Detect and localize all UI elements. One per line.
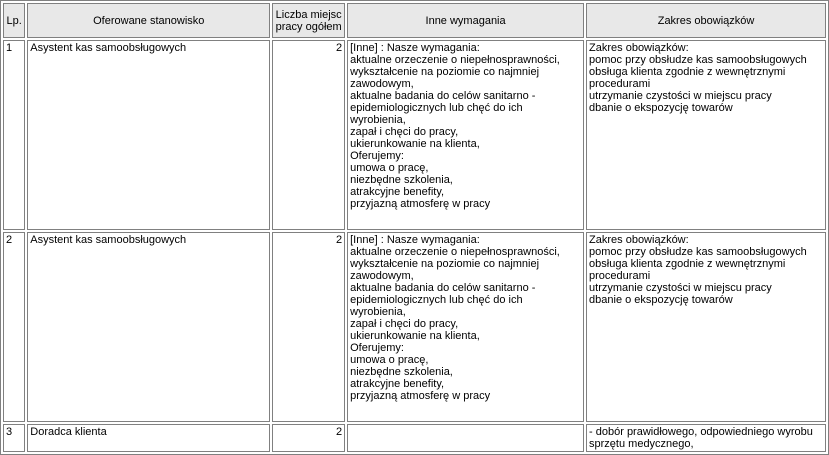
cell-position: Asystent kas samoobsługowych — [27, 232, 270, 422]
cell-lp: 1 — [3, 40, 25, 230]
duties-line: utrzymanie czystości w miejscu pracy — [589, 282, 772, 294]
requirements-line: wykształcenie na poziomie co najmniej — [350, 258, 540, 270]
duties-line: procedurami — [589, 270, 651, 282]
header-count-line2: pracy ogółem — [275, 20, 342, 33]
requirements-line: przyjazną atmosferę w pracy — [350, 390, 491, 402]
duties-line: dbanie o ekspozycję towarów — [589, 294, 733, 306]
header-duties: Zakres obowiązków — [586, 3, 826, 38]
requirements-line: umowa o pracę, — [350, 354, 429, 366]
requirements-line: niezbędne szkolenia, — [350, 366, 453, 378]
table-header-row — [3, 3, 826, 38]
requirements-line: zawodowym, — [350, 78, 414, 90]
requirements-line: zapał i chęci do pracy, — [350, 126, 459, 138]
duties-line: obsługa klienta zgodnie z wewnętrznymi — [589, 258, 786, 270]
header-count-line1: Liczba miejsc — [275, 8, 342, 21]
requirements-line: epidemiologicznych lub chęć do ich wyrobienia, — [350, 102, 523, 126]
requirements-line: wykształcenie na poziomie co najmniej — [350, 66, 540, 78]
requirements-line: ukierunkowanie na klienta, — [350, 138, 480, 150]
duties-line: procedurami — [589, 78, 651, 90]
cell-count: 2 — [272, 424, 345, 452]
requirements-line: aktualne badania do celów sanitarno - — [350, 282, 536, 294]
header-requirements: Inne wymagania — [347, 3, 584, 38]
requirements-line: Oferujemy: — [350, 342, 404, 354]
requirements-line: ukierunkowanie na klienta, — [350, 330, 480, 342]
requirements-line: atrakcyjne benefity, — [350, 378, 445, 390]
duties-line: Zakres obowiązków: — [589, 42, 689, 54]
cell-duties — [586, 40, 826, 230]
cell-count: 2 — [272, 40, 345, 230]
requirements-line: [Inne] : Nasze wymagania: — [350, 234, 480, 246]
requirements-line: aktualne orzeczenie o niepełnosprawności, — [350, 54, 560, 66]
cell-lp: 2 — [3, 232, 25, 422]
cell-duties — [586, 232, 826, 422]
header-count — [272, 3, 345, 38]
requirements-line: epidemiologicznych lub chęć do ich wyrobienia, — [350, 294, 523, 318]
requirements-line: zapał i chęci do pracy, — [350, 318, 459, 330]
requirements-line: Oferujemy: — [350, 150, 404, 162]
requirements-line: przyjazną atmosferę w pracy — [350, 198, 491, 210]
duties-line: Zakres obowiązków: — [589, 234, 689, 246]
table-row — [3, 232, 826, 422]
requirements-line: umowa o pracę, — [350, 162, 429, 174]
table-row — [3, 40, 826, 230]
header-lp: Lp. — [3, 3, 25, 38]
duties-line: utrzymanie czystości w miejscu pracy — [589, 90, 772, 102]
duties-line: pomoc przy obsłudze kas samoobsługowych — [589, 246, 807, 258]
duties-line: - dobór prawidłowego, odpowiedniego wyrobu — [589, 426, 813, 438]
duties-line: obsługa klienta zgodnie z wewnętrznymi — [589, 66, 786, 78]
cell-position: Doradca klienta — [27, 424, 270, 452]
duties-line: pomoc przy obsłudze kas samoobsługowych — [589, 54, 807, 66]
requirements-line: atrakcyjne benefity, — [350, 186, 445, 198]
cell-requirements — [347, 424, 584, 452]
duties-line: sprzętu medycznego, — [589, 438, 694, 450]
table-row — [3, 424, 826, 452]
cell-count: 2 — [272, 232, 345, 422]
requirements-line: aktualne badania do celów sanitarno - — [350, 90, 536, 102]
requirements-line: aktualne orzeczenie o niepełnosprawności, — [350, 246, 560, 258]
requirements-line: zawodowym, — [350, 270, 414, 282]
requirements-line: [Inne] : Nasze wymagania: — [350, 42, 480, 54]
cell-requirements — [347, 40, 584, 230]
cell-position: Asystent kas samoobsługowych — [27, 40, 270, 230]
cell-lp: 3 — [3, 424, 25, 452]
cell-requirements — [347, 232, 584, 422]
duties-line: dbanie o ekspozycję towarów — [589, 102, 733, 114]
cell-duties — [586, 424, 826, 452]
header-position: Oferowane stanowisko — [27, 3, 270, 38]
requirements-line: niezbędne szkolenia, — [350, 174, 453, 186]
